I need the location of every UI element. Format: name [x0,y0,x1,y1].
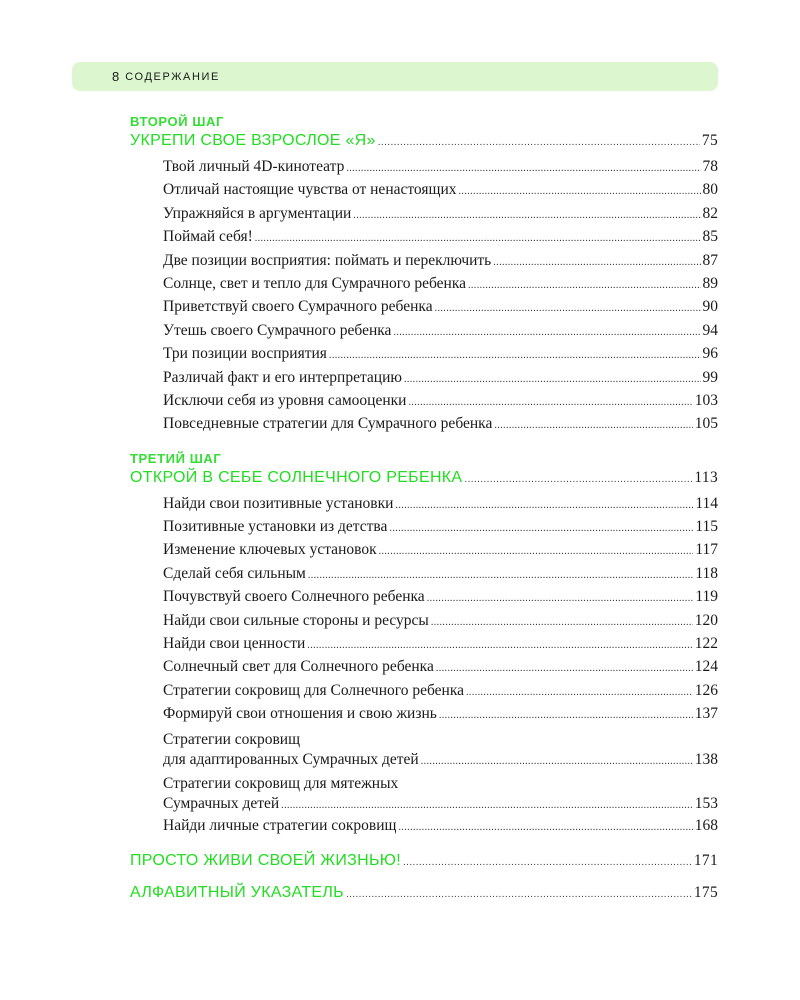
toc-entry[interactable] [130,817,718,840]
toc-entry-closing[interactable] [130,852,718,878]
toc-entry-title: Сделай себя сильным [163,564,306,582]
page-number: 8 [112,69,120,84]
toc-entry[interactable] [130,392,718,415]
table-of-contents [130,112,718,910]
toc-entry[interactable] [130,181,718,204]
toc-entry-page: 122 [694,635,718,653]
toc-entry-page: 117 [695,541,718,559]
dot-leader [421,756,693,767]
dot-leader [378,137,700,148]
dot-leader [389,523,693,534]
toc-entry-page: 99 [702,368,718,386]
toc-entry[interactable] [130,588,718,611]
toc-entry-title: Три позиции восприятия [163,345,327,363]
toc-entry-page: 120 [694,611,718,629]
toc-entry-page: 153 [694,794,718,812]
toc-entry-page: 114 [695,494,718,512]
toc-entry-title: Поймай себя! [163,228,253,246]
toc-entry-title: Отличай настоящие чувства от ненастоящих [163,181,457,199]
toc-entry-page: 168 [694,816,718,834]
toc-entry-title: Найди свои ценности [163,635,306,653]
dot-leader [427,593,694,604]
dot-leader [494,420,692,431]
toc-entry-title-line2: для адаптированных Сумрачных детей [163,750,419,768]
toc-entry-title: Солнце, свет и тепло для Сумрачного ребенка [163,274,466,292]
dot-leader [353,210,700,221]
dot-leader [466,687,693,698]
toc-entry-page: 115 [695,518,718,536]
toc-entry-page: 82 [702,204,718,222]
toc-entry-title: Изменение ключевых установок [163,541,377,559]
toc-entry-title: Повседневные стратегии для Сумрачного ребенка [163,415,493,433]
toc-entry-page: 89 [702,274,718,292]
dot-leader [308,570,693,581]
toc-entry[interactable] [130,658,718,681]
dot-leader [403,857,692,868]
toc-entry[interactable] [130,252,718,275]
toc-entry[interactable] [130,635,718,658]
toc-entry-title: Солнечный свет для Солнечного ребенка [163,658,434,676]
running-header [72,62,718,91]
toc-entry-title-line1: Стратегии сокровищ для мятежных [163,774,399,792]
toc-entry-title: Твой личный 4D-кинотеатр [163,158,345,175]
toc-entry[interactable] [130,518,718,541]
dot-leader [459,186,701,197]
toc-entry-multiline[interactable] [130,729,718,773]
toc-entry[interactable] [130,495,718,518]
toc-entry[interactable] [130,541,718,564]
toc-entry-page: 96 [702,345,718,363]
toc-entry-title-line1: Стратегии сокровищ [163,730,301,748]
dot-leader [346,163,700,174]
toc-entry-page: 87 [702,251,718,269]
toc-entry-title: Упражняйся в аргументации [163,204,352,222]
dot-leader [468,280,701,291]
toc-entry-page: 124 [694,658,718,676]
toc-entry-page: 171 [693,851,718,869]
dot-leader [329,350,701,361]
toc-entry-title: Формируй свои отношения и свою жизнь [163,705,437,723]
dot-leader [281,800,693,811]
toc-entry-page: 126 [694,681,718,699]
toc-entry-page: 118 [695,564,718,582]
toc-entry-page: 80 [702,181,718,199]
dot-leader [435,303,701,314]
toc-entry-page: 78 [702,158,718,175]
toc-entry-page: 175 [693,883,718,901]
toc-entry-title: Утешь своего Сумрачного ребенка [163,321,392,339]
toc-entry[interactable] [130,158,718,181]
toc-entry[interactable] [130,345,718,368]
toc-entry-step3-title[interactable] [130,469,718,495]
dot-leader [493,257,700,268]
toc-entry-page: 103 [694,391,718,409]
toc-entry-page: 138 [694,750,718,768]
toc-entry-title: Исключи себя из уровня самооценки [163,391,407,409]
step2-label: ВТОРОЙ ШАГ [130,114,225,129]
toc-entry-page: 85 [702,228,718,246]
dot-leader [255,233,701,244]
step3-label: ТРЕТИЙ ШАГ [130,450,222,466]
toc-entry[interactable] [130,415,718,438]
toc-entry-page: 113 [694,468,718,486]
toc-entry-title: Различай факт и его интерпретацию [163,368,402,386]
dot-leader [431,617,693,628]
toc-entry-page: 90 [702,298,718,316]
toc-entry-title: Стратегии сокровищ для Солнечного ребенка [163,681,465,699]
dot-leader [346,889,692,900]
toc-entry-title: ПРОСТО ЖИВИ СВОЕЙ ЖИЗНЬЮ! [130,851,401,869]
toc-entry[interactable] [130,275,718,298]
toc-entry-step2-title[interactable] [130,132,718,158]
toc-entry[interactable] [130,612,718,635]
dot-leader [464,474,692,485]
dot-leader [398,822,692,833]
dot-leader [439,710,693,721]
toc-entry-page: 75 [701,132,718,149]
toc-entry-title: Позитивные установки из детства [163,518,388,536]
dot-leader [436,663,693,674]
toc-entry-title: Найди свои позитивные установки [163,494,394,512]
toc-entry-page: 94 [702,321,718,339]
toc-entry[interactable] [130,565,718,588]
dot-leader [307,640,692,651]
toc-entry[interactable] [130,228,718,251]
toc-entry[interactable] [130,298,718,321]
toc-entry-title: ОТКРОЙ В СЕБЕ СОЛНЕЧНОГО РЕБЕНКА [130,468,463,486]
toc-entry[interactable] [130,369,718,392]
section-title: СОДЕРЖАНИЕ [125,70,220,83]
dot-leader [379,546,694,557]
toc-entry[interactable] [130,322,718,345]
toc-entry[interactable] [130,205,718,228]
dot-leader [404,374,701,385]
toc-entry[interactable] [130,705,718,728]
toc-entry-title: Две позиции восприятия: поймать и переключить [163,251,492,269]
toc-entry-title: УКРЕПИ СВОЕ ВЗРОСЛОЕ «Я» [130,132,376,149]
toc-entry-page: 105 [694,415,718,433]
toc-entry-index[interactable] [130,884,718,910]
toc-entry-page: 119 [695,588,718,606]
toc-entry-title: Найди личные стратегии сокровищ [163,816,397,834]
dot-leader [393,327,700,338]
toc-entry-title-line2: Сумрачных детей [163,794,280,812]
toc-entry-title: Почувствуй своего Солнечного ребенка [163,588,425,606]
toc-entry[interactable] [130,682,718,705]
toc-entry-title: Найди свои сильные стороны и ресурсы [163,611,429,629]
toc-entry-title: АЛФАВИТНЫЙ УКАЗАТЕЛЬ [130,883,344,901]
toc-entry-title: Приветствуй своего Сумрачного ребенка [163,298,433,316]
toc-entry-multiline[interactable] [130,773,718,817]
dot-leader [408,397,692,408]
dot-leader [395,500,693,511]
toc-entry-page: 137 [694,705,718,723]
